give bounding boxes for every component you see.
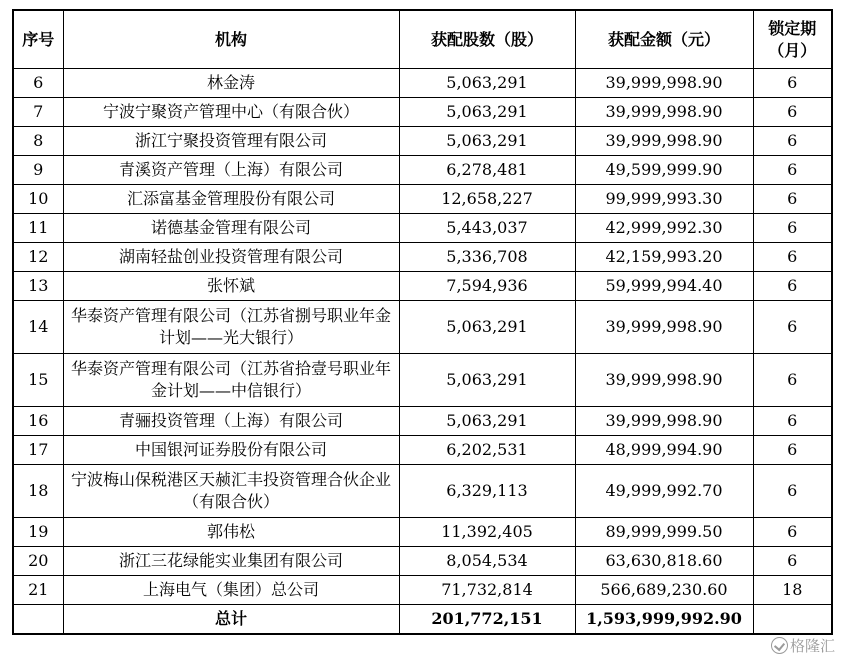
table-row — [13, 301, 832, 354]
cell-amount: 39,999,998.90 — [575, 127, 753, 156]
cell-amount: 39,999,998.90 — [575, 354, 753, 407]
header-lockup: 锁定期（月） — [753, 10, 832, 69]
cell-no: 21 — [13, 576, 63, 605]
cell-shares: 5,336,708 — [399, 243, 575, 272]
cell-institution: 青溪资产管理（上海）有限公司 — [63, 156, 399, 185]
cell-institution: 诺德基金管理有限公司 — [63, 214, 399, 243]
cell-shares: 5,443,037 — [399, 214, 575, 243]
cell-amount: 42,159,993.20 — [575, 243, 753, 272]
cell-no: 13 — [13, 272, 63, 301]
cell-shares: 5,063,291 — [399, 69, 575, 98]
cell-no: 18 — [13, 465, 63, 518]
cell-amount: 49,599,999.90 — [575, 156, 753, 185]
cell-no: 11 — [13, 214, 63, 243]
cell-institution: 湖南轻盐创业投资管理有限公司 — [63, 243, 399, 272]
cell-lockup: 6 — [753, 69, 832, 98]
total-lockup-cell — [753, 605, 832, 635]
cell-shares: 6,329,113 — [399, 465, 575, 518]
cell-lockup: 6 — [753, 127, 832, 156]
cell-no: 7 — [13, 98, 63, 127]
cell-no: 10 — [13, 185, 63, 214]
cell-amount: 63,630,818.60 — [575, 547, 753, 576]
table-row — [13, 243, 832, 272]
cell-lockup: 6 — [753, 185, 832, 214]
cell-no: 14 — [13, 301, 63, 354]
cell-lockup: 6 — [753, 156, 832, 185]
table-row — [13, 407, 832, 436]
cell-no: 19 — [13, 518, 63, 547]
table-row — [13, 156, 832, 185]
cell-no: 8 — [13, 127, 63, 156]
cell-institution: 汇添富基金管理股份有限公司 — [63, 185, 399, 214]
cell-no: 12 — [13, 243, 63, 272]
total-no-cell — [13, 605, 63, 635]
table-row — [13, 547, 832, 576]
cell-lockup: 6 — [753, 243, 832, 272]
table-header-row — [13, 10, 832, 69]
table-row — [13, 518, 832, 547]
cell-institution: 中国银河证券股份有限公司 — [63, 436, 399, 465]
cell-amount: 59,999,994.40 — [575, 272, 753, 301]
table-row — [13, 272, 832, 301]
cell-amount: 89,999,999.50 — [575, 518, 753, 547]
table-row — [13, 214, 832, 243]
cell-amount: 99,999,993.30 — [575, 185, 753, 214]
table-row — [13, 127, 832, 156]
cell-amount: 48,999,994.90 — [575, 436, 753, 465]
cell-amount: 39,999,998.90 — [575, 407, 753, 436]
cell-shares: 5,063,291 — [399, 127, 575, 156]
cell-shares: 5,063,291 — [399, 354, 575, 407]
cell-shares: 12,658,227 — [399, 185, 575, 214]
cell-lockup: 6 — [753, 465, 832, 518]
cell-lockup: 6 — [753, 272, 832, 301]
header-amount: 获配金额（元） — [575, 10, 753, 69]
cell-institution: 郭伟松 — [63, 518, 399, 547]
cell-amount: 566,689,230.60 — [575, 576, 753, 605]
cell-lockup: 6 — [753, 547, 832, 576]
allocation-table — [12, 9, 833, 635]
cell-shares: 71,732,814 — [399, 576, 575, 605]
cell-shares: 5,063,291 — [399, 98, 575, 127]
cell-amount: 39,999,998.90 — [575, 301, 753, 354]
cell-institution: 华泰资产管理有限公司（江苏省捌号职业年金计划——光大银行） — [63, 301, 399, 354]
header-no: 序号 — [13, 10, 63, 69]
total-row — [13, 605, 832, 635]
cell-institution: 浙江宁聚投资管理有限公司 — [63, 127, 399, 156]
cell-institution: 浙江三花绿能实业集团有限公司 — [63, 547, 399, 576]
cell-no: 20 — [13, 547, 63, 576]
cell-lockup: 18 — [753, 576, 832, 605]
cell-institution: 上海电气（集团）总公司 — [63, 576, 399, 605]
cell-amount: 42,999,992.30 — [575, 214, 753, 243]
cell-no: 6 — [13, 69, 63, 98]
cell-lockup: 6 — [753, 436, 832, 465]
cell-lockup: 6 — [753, 98, 832, 127]
table-row — [13, 576, 832, 605]
cell-no: 15 — [13, 354, 63, 407]
total-amount: 1,593,999,992.90 — [575, 605, 753, 635]
header-institution: 机构 — [63, 10, 399, 69]
watermark — [771, 635, 835, 656]
watermark-text: 格隆汇 — [789, 637, 835, 655]
cell-amount: 39,999,998.90 — [575, 98, 753, 127]
table-row — [13, 185, 832, 214]
header-shares: 获配股数（股） — [399, 10, 575, 69]
cell-lockup: 6 — [753, 214, 832, 243]
cell-shares: 5,063,291 — [399, 301, 575, 354]
cell-institution: 林金涛 — [63, 69, 399, 98]
cell-shares: 6,278,481 — [399, 156, 575, 185]
table-row — [13, 98, 832, 127]
total-label: 总计 — [63, 605, 399, 635]
cell-institution: 宁波梅山保税港区天赪汇丰投资管理合伙企业（有限合伙） — [63, 465, 399, 518]
table-row — [13, 436, 832, 465]
cell-shares: 7,594,936 — [399, 272, 575, 301]
cell-lockup: 6 — [753, 354, 832, 407]
cell-lockup: 6 — [753, 518, 832, 547]
table-row — [13, 69, 832, 98]
cell-shares: 6,202,531 — [399, 436, 575, 465]
cell-amount: 39,999,998.90 — [575, 69, 753, 98]
cell-institution: 宁波宁聚资产管理中心（有限合伙） — [63, 98, 399, 127]
cell-shares: 8,054,534 — [399, 547, 575, 576]
total-shares: 201,772,151 — [399, 605, 575, 635]
cell-no: 17 — [13, 436, 63, 465]
cell-shares: 11,392,405 — [399, 518, 575, 547]
cell-institution: 华泰资产管理有限公司（江苏省拾壹号职业年金计划——中信银行） — [63, 354, 399, 407]
cell-amount: 49,999,992.70 — [575, 465, 753, 518]
cell-no: 9 — [13, 156, 63, 185]
table-row — [13, 354, 832, 407]
cell-shares: 5,063,291 — [399, 407, 575, 436]
cell-institution: 张怀斌 — [63, 272, 399, 301]
cell-no: 16 — [13, 407, 63, 436]
cell-lockup: 6 — [753, 407, 832, 436]
cell-institution: 青骊投资管理（上海）有限公司 — [63, 407, 399, 436]
table-row — [13, 465, 832, 518]
gelonghui-logo-icon — [771, 637, 788, 654]
cell-lockup: 6 — [753, 301, 832, 354]
